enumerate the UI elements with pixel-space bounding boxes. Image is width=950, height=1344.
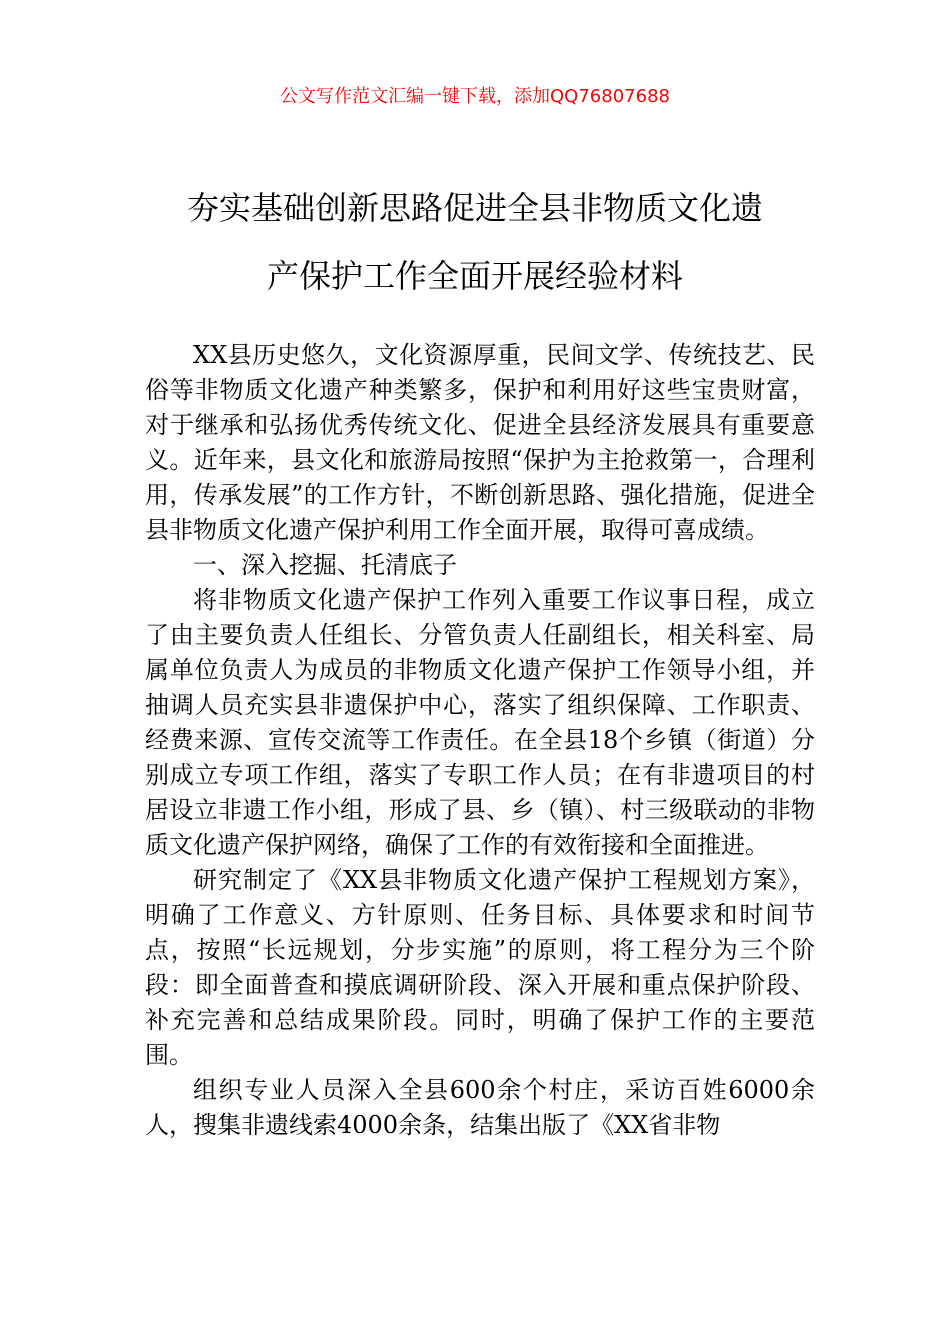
document-body	[145, 338, 815, 1143]
intro-paragraph: XX县历史悠久，文化资源厚重，民间文学、传统技艺、民俗等非物质文化遗产种类繁多，保护和利用好这些宝贵财富，对于继承和弘扬优秀传统文化、促进全县经济发展具有重要意义。近年来，县文化和旅游局按照“保护为主抢救第一，合理利用，传承发展”的工作方针，不断创新思路、强化措施，促进全县非物质文化遗产保护利用工作全面开展，取得可喜成绩。	[145, 341, 815, 544]
title-line-2: 产保护工作全面开展经验材料	[266, 257, 683, 295]
title-line-1: 夯实基础创新思路促进全县非物质文化遗	[186, 189, 763, 227]
body-paragraph: 将非物质文化遗产保护工作列入重要工作议事日程，成立了由主要负责人任组长、分管负责人任副组长，相关科室、局属单位负责人为成员的非物质文化遗产保护工作领导小组，并抽调人员充实县非遗保护中心，落实了组织保障、工作职责、经费来源、宣传交流等工作责任。在全县18个乡镇（街道）分别成立专项工作组，落实了专职工作人员；在有非遗项目的村居设立非遗工作小组，形成了县、乡（镇）、村三级联动的非物质文化遗产保护网络，确保了工作的有效衔接和全面推进。	[145, 586, 815, 859]
section-heading: 一、深入挖掘、托清底子	[193, 551, 457, 579]
promo-header: 公文写作范文汇编一键下载，添加QQ76807688	[280, 86, 670, 107]
body-paragraph: 研究制定了《XX县非物质文化遗产保护工程规划方案》，明确了工作意义、方针原则、任务目标、具体要求和时间节点，按照“长远规划，分步实施”的原则，将工程分为三个阶段：即全面普查和摸底调研阶段、深入开展和重点保护阶段、补充完善和总结成果阶段。同时，明确了保护工作的主要范围。	[145, 866, 815, 1069]
document-title	[100, 174, 850, 310]
body-paragraph: 组织专业人员深入全县600余个村庄，采访百姓6000余人，搜集非遗线索4000余条，结集出版了《XX省非物	[145, 1076, 815, 1139]
